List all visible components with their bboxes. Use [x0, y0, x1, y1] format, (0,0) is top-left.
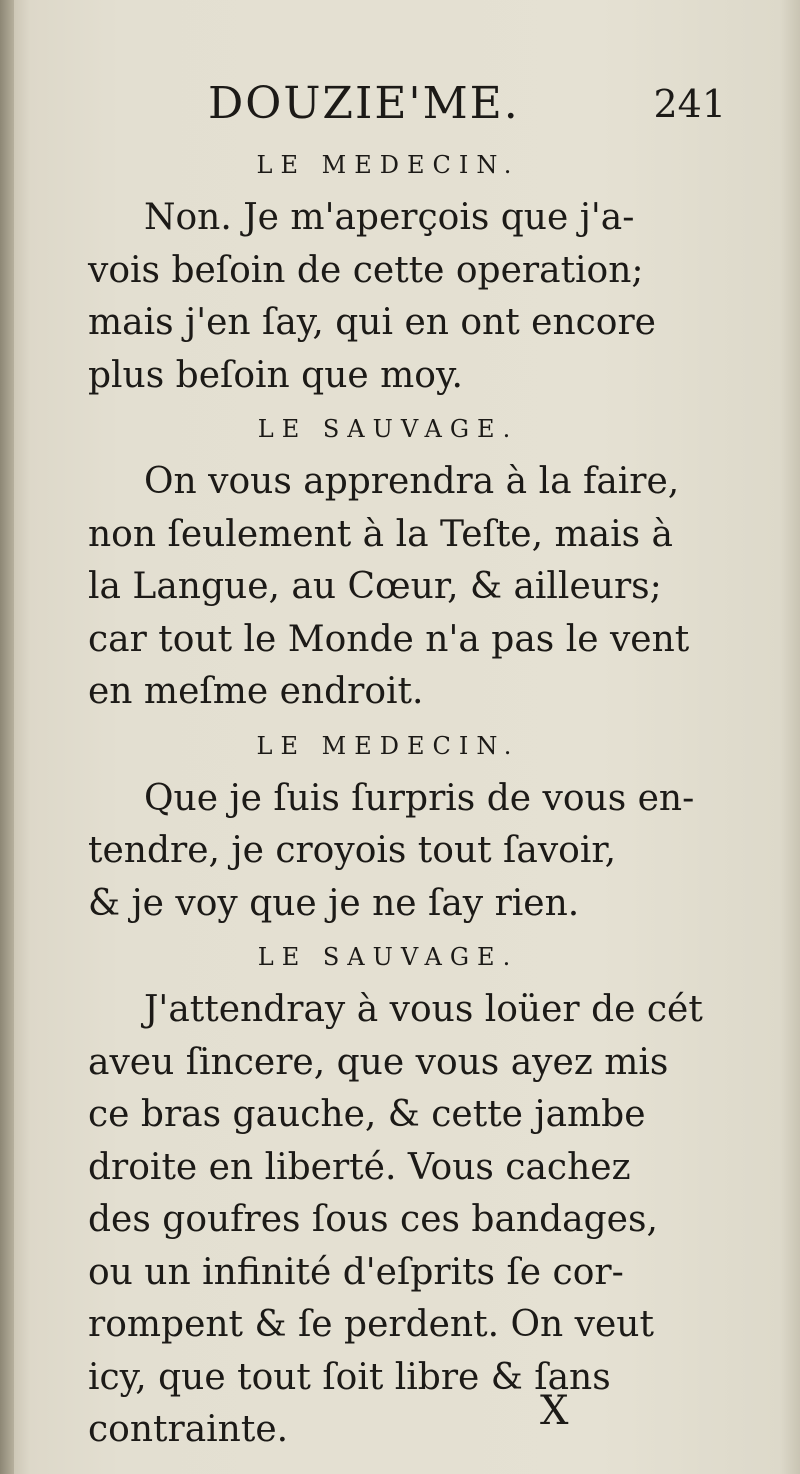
text-line: Que je ſuis ſurpris de vous en-	[144, 777, 695, 819]
text-line: non ſeulement à la Teſte, mais à	[88, 513, 673, 555]
speech-block	[88, 192, 728, 402]
page-text	[88, 78, 728, 1457]
speech-block	[88, 773, 728, 931]
speaker-heading: LE SAUVAGE.	[257, 943, 519, 971]
text-line: J'attendray à vous loüer de cét	[144, 989, 703, 1030]
text-line: ce bras gauche, & cette jambe	[88, 1094, 646, 1135]
speech-block	[88, 984, 728, 1457]
text-line: en meſme endroit.	[88, 671, 424, 712]
speaker-heading: LE MEDECIN.	[256, 151, 520, 179]
text-line: icy, que tout ſoit libre & ſans	[88, 1356, 611, 1398]
page-number: 241	[653, 82, 726, 126]
text-line: des goufres ſous ces bandages,	[88, 1199, 658, 1240]
signature-mark: X	[540, 1388, 569, 1434]
text-line: droite en liberté. Vous cachez	[88, 1146, 631, 1188]
text-line: plus beſoin que moy.	[88, 354, 463, 396]
text-line: car tout le Monde n'a pas le vent	[88, 618, 690, 660]
speaker-heading: LE SAUVAGE.	[257, 415, 519, 443]
text-line: On vous apprendra à la faire,	[144, 461, 680, 502]
text-line: rompent & ſe perdent. On veut	[88, 1304, 654, 1345]
text-line: la Langue, au Cœur, & ailleurs;	[88, 566, 662, 607]
binding-gutter	[0, 0, 14, 1474]
speaker-heading: LE MEDECIN.	[256, 731, 520, 760]
text-line: vois beſoin de cette operation;	[88, 249, 644, 291]
text-line: & je voy que je ne ſay rien.	[88, 882, 580, 924]
text-line: contrainte.	[88, 1409, 289, 1450]
running-title: DOUZIE'ME.	[208, 78, 520, 129]
text-line: aveu ſincere, que vous ayez mis	[88, 1041, 669, 1083]
text-line: tendre, je croyois tout ſavoir,	[88, 830, 617, 871]
speech-block	[88, 456, 728, 719]
text-line: mais j'en ſay, qui en ont encore	[88, 302, 656, 343]
text-line: Non. Je m'aperçois que j'a-	[144, 197, 635, 238]
page-header	[88, 78, 728, 138]
text-line: ou un infinité d'eſprits ſe cor-	[88, 1251, 624, 1293]
